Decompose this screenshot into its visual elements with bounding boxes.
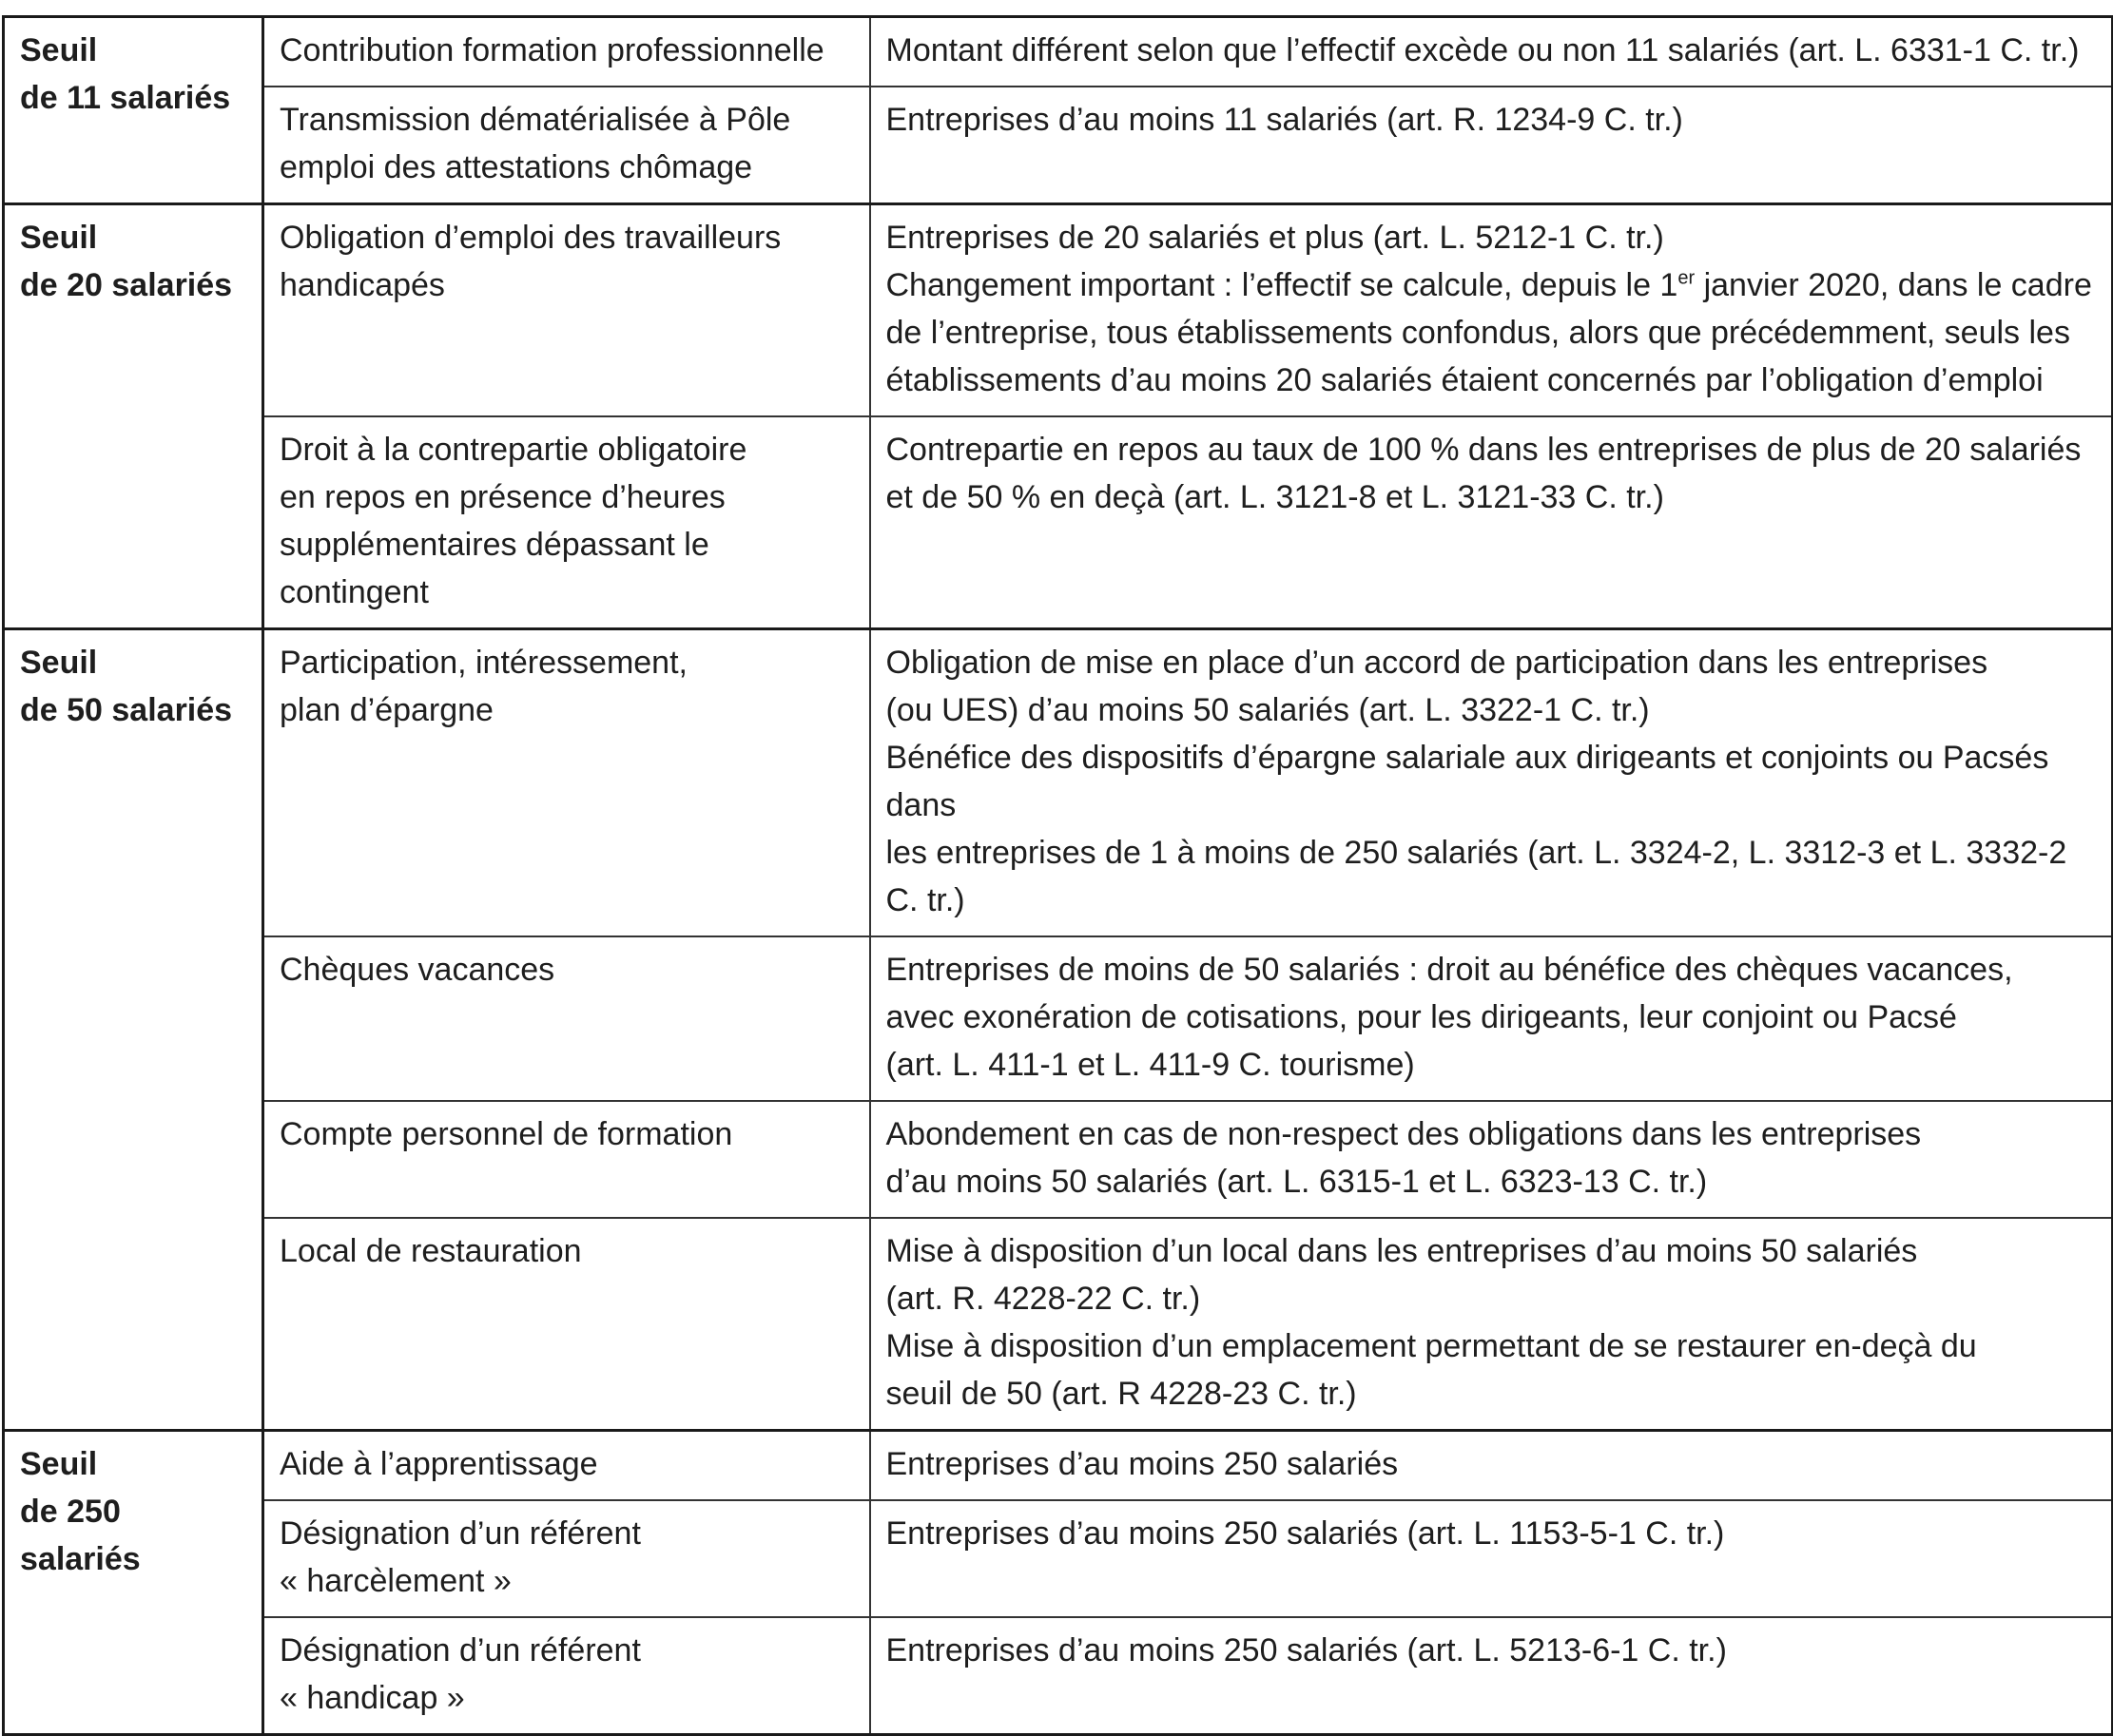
- details-cell: [870, 204, 2113, 417]
- threshold-cell: [4, 204, 263, 629]
- obligation-text: en repos en présence d’heures: [280, 479, 726, 515]
- obligation-cell: [263, 1101, 870, 1218]
- details-text: Changement important : l’effectif se calcule, depuis le 1er janvier 2020, dans le cadre: [885, 267, 2092, 303]
- table-row: [4, 1617, 2113, 1735]
- details-text: (art. L. 411-1 et L. 411-9 C. tourisme): [885, 1047, 1415, 1083]
- details-text: et de 50 % en deçà (art. L. 3121-8 et L. 3121-33 C. tr.): [885, 479, 1664, 515]
- details-text: Entreprises de moins de 50 salariés : droit au bénéfice des chèques vacances,: [885, 952, 2013, 988]
- obligation-text: Désignation d’un référent: [280, 1515, 641, 1552]
- details-text: Entreprises d’au moins 250 salariés (art. L. 1153-5-1 C. tr.): [885, 1515, 1725, 1552]
- details-text: Entreprises d’au moins 250 salariés: [885, 1446, 1399, 1482]
- table-body: [4, 17, 2113, 1735]
- details-cell: [870, 1617, 2113, 1735]
- obligation-text: Chèques vacances: [280, 952, 555, 988]
- threshold-label: Seuil: [20, 1446, 98, 1482]
- obligation-cell: [263, 17, 870, 87]
- details-cell: [870, 87, 2113, 204]
- obligation-text: Participation, intéressement,: [280, 645, 688, 681]
- obligation-text: Aide à l’apprentissage: [280, 1446, 598, 1482]
- table-row: [4, 87, 2113, 204]
- details-cell: [870, 1101, 2113, 1218]
- obligation-text: Contribution formation professionnelle: [280, 32, 824, 68]
- table-row: [4, 416, 2113, 629]
- obligation-text: « handicap »: [280, 1680, 465, 1716]
- table-row: [4, 1218, 2113, 1431]
- threshold-label: de 50 salariés: [20, 692, 233, 728]
- threshold-label: de 250: [20, 1494, 121, 1530]
- obligation-cell: [263, 1500, 870, 1617]
- table-row: [4, 629, 2113, 937]
- details-cell: [870, 1500, 2113, 1617]
- details-cell: [870, 416, 2113, 629]
- obligation-text: Obligation d’emploi des travailleurs: [280, 220, 782, 256]
- obligation-cell: [263, 416, 870, 629]
- details-text: de l’entreprise, tous établissements confondus, alors que précédemment, seuls les: [885, 315, 2070, 351]
- obligation-text: plan d’épargne: [280, 692, 494, 728]
- thresholds-table: [2, 15, 2113, 1736]
- details-cell: [870, 1218, 2113, 1431]
- obligation-text: Désignation d’un référent: [280, 1632, 641, 1668]
- details-cell: [870, 1431, 2113, 1501]
- threshold-cell: [4, 629, 263, 1431]
- details-text: Mise à disposition d’un emplacement permettant de se restaurer en-deçà du: [885, 1328, 1977, 1364]
- table-row: [4, 1500, 2113, 1617]
- threshold-label: salariés: [20, 1541, 141, 1577]
- obligation-text: Transmission dématérialisée à Pôle: [280, 102, 791, 138]
- details-text: Entreprises de 20 salariés et plus (art. L. 5212-1 C. tr.): [885, 220, 1664, 256]
- details-text: Montant différent selon que l’effectif excède ou non 11 salariés (art. L. 6331-1 C. tr.): [885, 32, 2080, 68]
- obligation-text: Droit à la contrepartie obligatoire: [280, 432, 747, 468]
- threshold-label: de 20 salariés: [20, 267, 233, 303]
- obligation-cell: [263, 1431, 870, 1501]
- obligation-cell: [263, 204, 870, 417]
- details-text: Obligation de mise en place d’un accord de participation dans les entreprises: [885, 645, 1988, 681]
- details-text: les entreprises de 1 à moins de 250 salariés (art. L. 3324-2, L. 3312-3 et L. 3332-2 C. tr.): [885, 835, 2067, 918]
- obligation-cell: [263, 1218, 870, 1431]
- obligation-text: supplémentaires dépassant le contingent: [280, 527, 709, 610]
- details-cell: [870, 936, 2113, 1101]
- table-row: [4, 1431, 2113, 1501]
- details-text: Abondement en cas de non-respect des obligations dans les entreprises: [885, 1116, 1922, 1152]
- obligation-text: « harcèlement »: [280, 1563, 512, 1599]
- details-text: Mise à disposition d’un local dans les entreprises d’au moins 50 salariés: [885, 1233, 1918, 1269]
- table-row: [4, 1101, 2113, 1218]
- details-text: d’au moins 50 salariés (art. L. 6315-1 et L. 6323-13 C. tr.): [885, 1164, 1708, 1200]
- obligation-text: emploi des attestations chômage: [280, 149, 753, 185]
- obligation-cell: [263, 936, 870, 1101]
- details-text: Contrepartie en repos au taux de 100 % dans les entreprises de plus de 20 salariés: [885, 432, 2082, 468]
- details-text: (art. R. 4228-22 C. tr.): [885, 1281, 1201, 1317]
- table-row: [4, 204, 2113, 417]
- obligation-text: Compte personnel de formation: [280, 1116, 733, 1152]
- threshold-label: Seuil: [20, 645, 98, 681]
- obligation-text: Local de restauration: [280, 1233, 582, 1269]
- details-cell: [870, 629, 2113, 937]
- table-row: [4, 936, 2113, 1101]
- table-row: [4, 17, 2113, 87]
- threshold-cell: [4, 1431, 263, 1735]
- threshold-label: de 11 salariés: [20, 80, 231, 116]
- details-cell: [870, 17, 2113, 87]
- threshold-label: Seuil: [20, 220, 98, 256]
- obligation-text: handicapés: [280, 267, 445, 303]
- details-text: seuil de 50 (art. R 4228-23 C. tr.): [885, 1376, 1357, 1412]
- obligation-cell: [263, 87, 870, 204]
- details-text: établissements d’au moins 20 salariés étaient concernés par l’obligation d’emploi: [885, 362, 2044, 398]
- obligation-cell: [263, 629, 870, 937]
- details-text: avec exonération de cotisations, pour les dirigeants, leur conjoint ou Pacsé: [885, 999, 1957, 1035]
- threshold-label: Seuil: [20, 32, 98, 68]
- threshold-cell: [4, 17, 263, 204]
- details-text: (ou UES) d’au moins 50 salariés (art. L. 3322-1 C. tr.): [885, 692, 1650, 728]
- details-text: Entreprises d’au moins 11 salariés (art. R. 1234-9 C. tr.): [885, 102, 1683, 138]
- obligation-cell: [263, 1617, 870, 1735]
- details-text: Bénéfice des dispositifs d’épargne salariale aux dirigeants et conjoints ou Pacsés dans: [885, 740, 2049, 823]
- details-text: Entreprises d’au moins 250 salariés (art. L. 5213-6-1 C. tr.): [885, 1632, 1727, 1668]
